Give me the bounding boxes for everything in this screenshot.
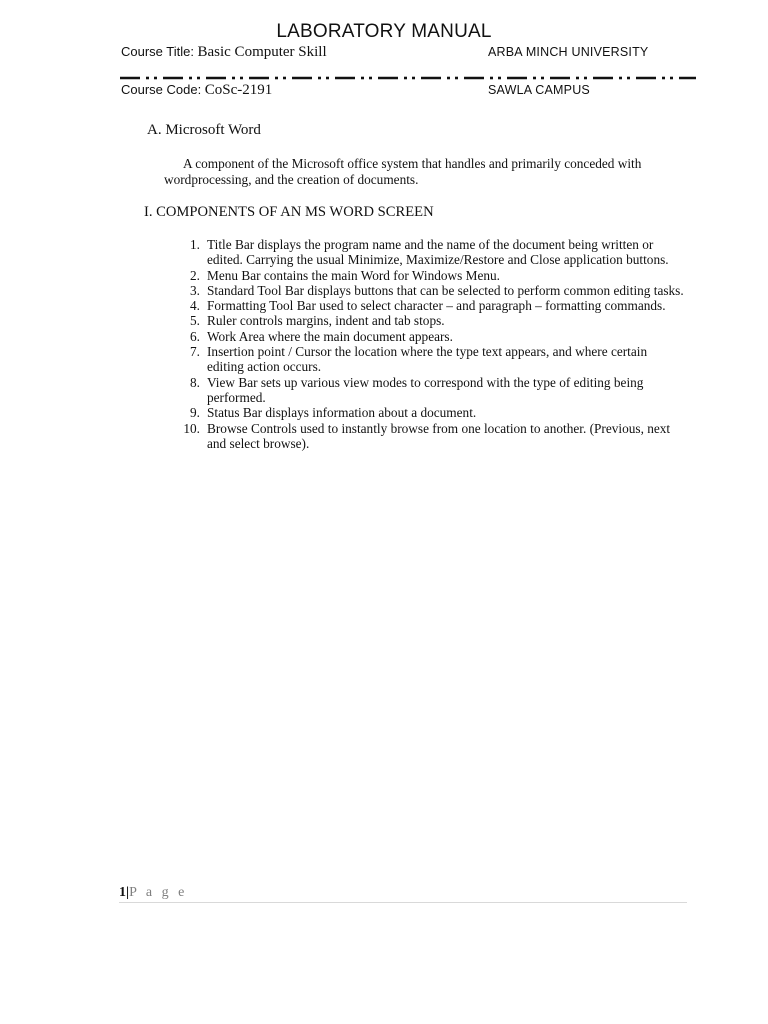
university-name: ARBA MINCH UNIVERSITY [488, 45, 649, 59]
list-item-number: 3. [190, 282, 200, 298]
footer-rule [119, 902, 687, 903]
list-item-text: Browse Controls used to instantly browse from one location to another. (Previous, next and select browse). [207, 420, 671, 451]
course-title-value: Basic Computer Skill [197, 44, 327, 60]
list-item-number: 2. [190, 267, 200, 283]
list-item [176, 344, 686, 375]
list-item-number: 6. [190, 328, 200, 344]
list-item-text: Formatting Tool Bar used to select character – and paragraph – formatting commands. [207, 298, 666, 314]
list-item-text: Menu Bar contains the main Word for Windows Menu. [207, 267, 500, 283]
course-title-row [121, 44, 681, 61]
list-item-text: Insertion point / Cursor the location where the type text appears, and where certain editing action occurs. [207, 344, 648, 375]
list-item-text: Standard Tool Bar displays buttons that can be selected to perform common editing tasks. [207, 282, 684, 298]
components-list [176, 237, 686, 451]
list-item-text: Ruler controls margins, indent and tab stops. [207, 313, 445, 329]
list-item-number: 5. [190, 313, 200, 329]
list-item-text: View Bar sets up various view modes to correspond with the type of editing being performed. [207, 374, 644, 405]
list-item [176, 405, 686, 420]
section-i-heading: I. COMPONENTS OF AN MS WORD SCREEN [144, 204, 434, 220]
page-number: 1 [119, 885, 126, 900]
page-separator: | [126, 885, 130, 900]
page-footer [119, 885, 187, 901]
list-item [176, 283, 686, 298]
list-item-number: 7. [190, 344, 200, 360]
header-divider [118, 74, 698, 82]
list-item [176, 298, 686, 313]
list-item [176, 421, 686, 452]
course-code-label: Course Code: [121, 82, 202, 97]
list-item-text: Work Area where the main document appears. [207, 328, 453, 344]
intro-paragraph: A component of the Microsoft office system that handles and primarily conceded with wordprocessing, and the creation of documents. [164, 156, 642, 187]
list-item-number: 1. [190, 237, 200, 252]
course-title-label: Course Title: [121, 44, 194, 59]
list-item-number: 10. [183, 420, 200, 436]
list-item [176, 375, 686, 406]
list-item [176, 268, 686, 283]
list-item-text: Title Bar displays the program name and the name of the document being written or edited. Carrying the usual Minimize, Maximize/Restore and Close application buttons. [207, 237, 669, 268]
list-item-number: 8. [190, 374, 200, 390]
course-code-value: CoSc-2191 [204, 82, 273, 98]
list-item-number: 9. [190, 405, 200, 421]
list-item [176, 237, 686, 268]
list-item-text: Status Bar displays information about a document. [207, 405, 477, 421]
page-label: P a g e [129, 885, 188, 900]
list-item [176, 329, 686, 344]
list-item [176, 313, 686, 328]
campus-name: SAWLA CAMPUS [488, 83, 590, 97]
section-a-heading: A. Microsoft Word [147, 122, 261, 138]
list-item-number: 4. [190, 298, 200, 314]
document-title: LABORATORY MANUAL [276, 21, 492, 42]
course-code-row [121, 82, 681, 99]
